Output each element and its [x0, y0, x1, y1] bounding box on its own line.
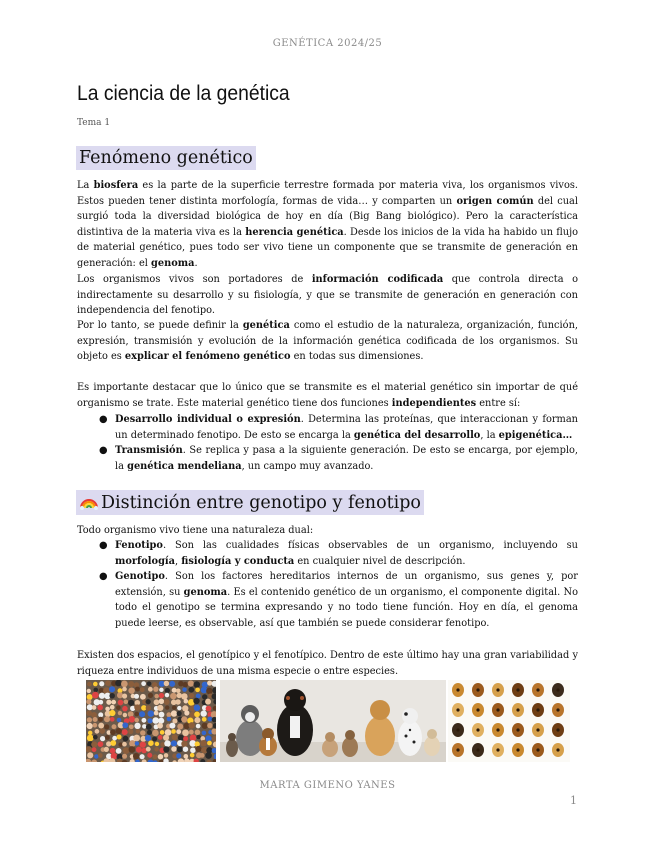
- genotype-phenotype-list: [77, 538, 578, 632]
- document-subtitle: Tema 1: [77, 118, 111, 128]
- bullet-icon: ●: [99, 414, 108, 425]
- paragraph-funciones: Es importante destacar que lo único que se transmite es el material genético sin importar de qué organismo se trate. Este material genético tiene dos funciones independientes entre sí:: [77, 382, 578, 409]
- page-number: 1: [570, 794, 577, 807]
- list-item: ● Transmisión. Se replica y pasa a la siguiente generación. De esto se encarga, por ejemplo, la genética mendeliana, un campo muy avanzado.: [99, 445, 578, 472]
- heading-text: Distinción entre genotipo y fenotipo: [76, 490, 424, 515]
- paragraph-biosfera: La biosfera es la parte de la superficie terrestre formada por materia viva, los organismos vivos. Estos pueden tener distinta morfología, formas de vida… y comparten un origen común del cual surgió toda la diversidad biológica de hoy en día (Big Bang biológico). Pero la característica distintiva de la materia viva es la herencia genética. Desde los inicios de la vida ha habido un flujo de material genético, pues todo ser vivo tiene un componente que se transmite de generación en generación: el genoma.: [77, 180, 579, 269]
- paragraph-definicion: Por lo tanto, se puede definir la genética como el estudio de la naturaleza, organización, función, expresión, transmisión y evolución de la información genética codificada de los organismos. Su objeto es explicar el fenómeno genético en todas sus dimensiones.: [77, 320, 578, 363]
- crowd-image: [86, 680, 216, 762]
- rainbow-icon: [79, 491, 99, 511]
- beetles-image: [448, 680, 570, 762]
- section-heading-fenomeno: [76, 146, 256, 170]
- page-footer-author: MARTA GIMENO YANES: [259, 780, 396, 791]
- section-heading-distincion: [76, 490, 424, 515]
- bullet-icon: ●: [99, 540, 108, 551]
- list-item: ● Genotipo. Son los factores hereditarios internos de un organismo, sus genes y, por extensión, su genoma. Es el contenido genético de un organismo, el componente digital. No todo el genotipo se termina expresando y no todo tiene función. Hoy en día, el genoma puede leerse, es observable, así que también se puede considerar fenotipo.: [99, 571, 578, 629]
- list-item: ● Desarrollo individual o expresión. Determina las proteínas, que interaccionan y forman un determinado fenotipo. De esto se encarga la genética del desarrollo, la epigenética…: [99, 414, 578, 441]
- bullet-icon: ●: [99, 445, 108, 457]
- bullet-icon: ●: [99, 571, 108, 583]
- paragraph-espacios: Existen dos espacios, el genotípico y el fenotípico. Dentro de este último hay una gran variabilidad y riqueza entre individuos de una misma especie o entre especies.: [77, 650, 578, 677]
- dogs-image: [220, 680, 446, 762]
- page-header: GENÉTICA 2024/25: [272, 38, 383, 49]
- paragraph-dual: Todo organismo vivo tiene una naturaleza dual:: [77, 525, 314, 536]
- list-item: ● Fenotipo. Son las cualidades físicas observables de un organismo, incluyendo su morfología, fisiología y conducta en cualquier nivel de descripción.: [99, 540, 578, 567]
- document-title: La ciencia de la genética: [77, 82, 290, 105]
- functions-list: [77, 412, 578, 474]
- paragraph-informacion: Los organismos vivos son portadores de información codificada que controla directa o indirectamente su desarrollo y su fisiología, y que se transmite de generación en generación con independencia del fenotipo.: [77, 274, 578, 317]
- heading-text: Fenómeno genético: [76, 146, 256, 170]
